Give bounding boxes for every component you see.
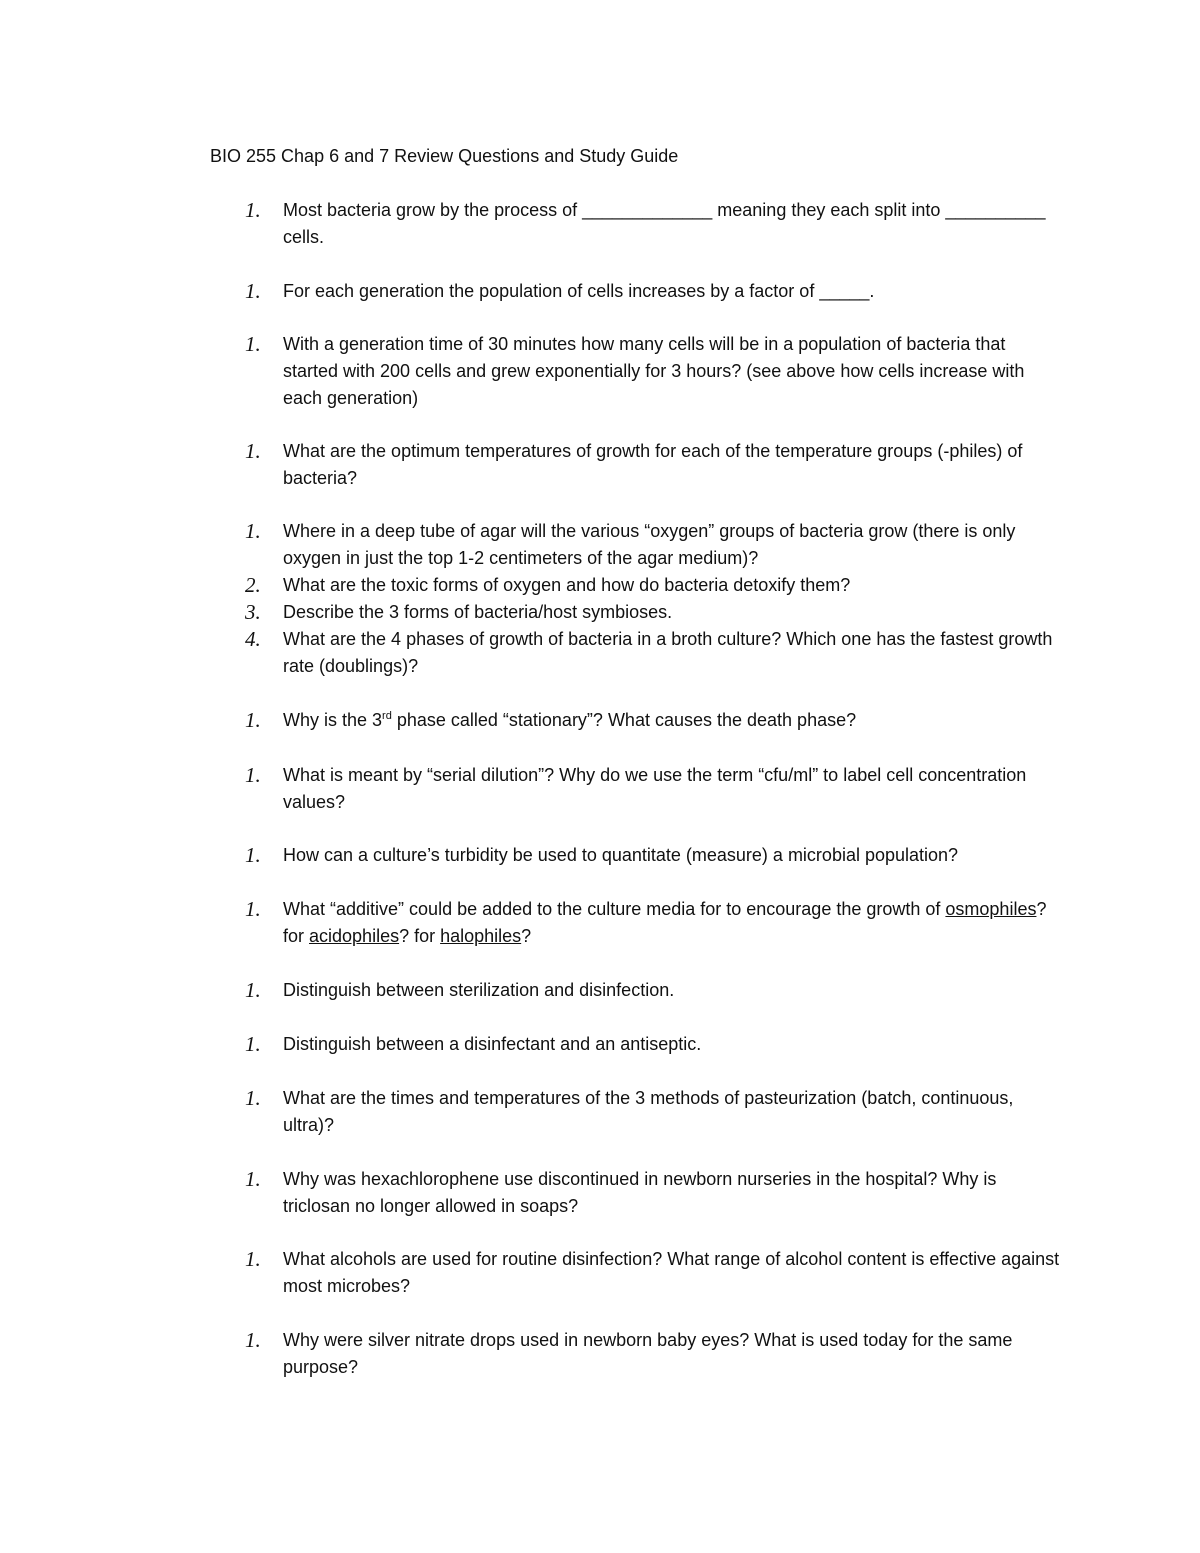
question-text-part: Why is the 3 <box>283 710 383 730</box>
question-text: Why were silver nitrate drops used in newborn baby eyes? What is used today for the same purpose? <box>283 1330 1013 1377</box>
question-number: 2. <box>245 573 261 597</box>
question-number: 1. <box>245 332 261 356</box>
question-item <box>245 197 1065 251</box>
question-item <box>245 1085 1065 1139</box>
question-item <box>245 572 1065 599</box>
question-text: For each generation the population of cells increases by a factor of _____. <box>283 281 875 301</box>
underlined-term: halophiles <box>440 926 522 946</box>
question-text: Distinguish between a disinfectant and an antiseptic. <box>283 1034 702 1054</box>
question-number: 1. <box>245 1247 261 1271</box>
question-text-part: ? <box>521 926 532 946</box>
question-item <box>245 518 1065 572</box>
question-item <box>245 626 1065 680</box>
question-item <box>245 842 1065 869</box>
question-text <box>283 896 1065 950</box>
question-text: What are the optimum temperatures of growth for each of the temperature groups (-philes) of bacteria? <box>283 441 1023 488</box>
question-text: What is meant by “serial dilution”? Why do we use the term “cfu/ml” to label cell concentration values? <box>283 765 1027 812</box>
question-text: How can a culture’s turbidity be used to quantitate (measure) a microbial population? <box>283 845 959 865</box>
question-item <box>245 278 1065 305</box>
question-text: What are the toxic forms of oxygen and how do bacteria detoxify them? <box>283 575 851 595</box>
question-number: 1. <box>245 708 261 732</box>
question-number: 1. <box>245 1328 261 1352</box>
question-text-part: ? for <box>399 926 441 946</box>
question-number: 4. <box>245 627 261 651</box>
question-text: What are the times and temperatures of the 3 methods of pasteurization (batch, continuous, ultra)? <box>283 1088 1014 1135</box>
question-number: 1. <box>245 519 261 543</box>
question-text: Most bacteria grow by the process of _____________ meaning they each split into __________ cells. <box>283 200 1046 247</box>
question-text-part: What “additive” could be added to the culture media for to encourage the growth of <box>283 899 946 919</box>
question-text: What alcohols are used for routine disinfection? What range of alcohol content is effective against most microbes? <box>283 1249 1060 1296</box>
question-number: 1. <box>245 1086 261 1110</box>
question-item <box>245 1246 1065 1300</box>
question-item <box>245 977 1065 1004</box>
question-number: 1. <box>245 763 261 787</box>
question-text: Describe the 3 forms of bacteria/host symbioses. <box>283 602 673 622</box>
question-item <box>245 896 1065 950</box>
question-number: 1. <box>245 843 261 867</box>
question-text-part: phase called “stationary”? What causes the death phase? <box>391 710 857 730</box>
underlined-term: osmophiles <box>945 899 1037 919</box>
question-item <box>245 599 1065 626</box>
question-number: 1. <box>245 1032 261 1056</box>
question-text <box>283 707 1065 734</box>
question-number: 1. <box>245 897 261 921</box>
question-text: With a generation time of 30 minutes how many cells will be in a population of bacteria that started with 200 cells and grew exponentially for 3 hours? (see above how cells increase with each generation) <box>283 334 1025 408</box>
question-number: 1. <box>245 1167 261 1191</box>
document-title: BIO 255 Chap 6 and 7 Review Questions and Study Guide <box>210 146 679 166</box>
underlined-term: acidophiles <box>309 926 400 946</box>
question-number: 1. <box>245 279 261 303</box>
question-item <box>245 1327 1065 1381</box>
question-number: 3. <box>245 600 261 624</box>
question-text-part: ? for <box>283 899 1047 946</box>
question-number: 1. <box>245 978 261 1002</box>
question-item <box>245 1031 1065 1058</box>
question-text: Why was hexachlorophene use discontinued in newborn nurseries in the hospital? Why is triclosan no longer allowed in soaps? <box>283 1169 997 1216</box>
question-text: Where in a deep tube of agar will the various “oxygen” groups of bacteria grow (there is only oxygen in just the top 1-2 centimeters of the agar medium)? <box>283 521 1016 568</box>
question-item <box>245 1166 1065 1220</box>
question-item <box>245 762 1065 816</box>
question-text: What are the 4 phases of growth of bacteria in a broth culture? Which one has the fastest growth rate (doublings)? <box>283 629 1053 676</box>
question-item <box>245 707 1065 734</box>
superscript: rd <box>382 710 392 722</box>
question-item <box>245 331 1065 412</box>
question-number: 1. <box>245 198 261 222</box>
question-item <box>245 438 1065 492</box>
question-text: Distinguish between sterilization and disinfection. <box>283 980 675 1000</box>
question-number: 1. <box>245 439 261 463</box>
